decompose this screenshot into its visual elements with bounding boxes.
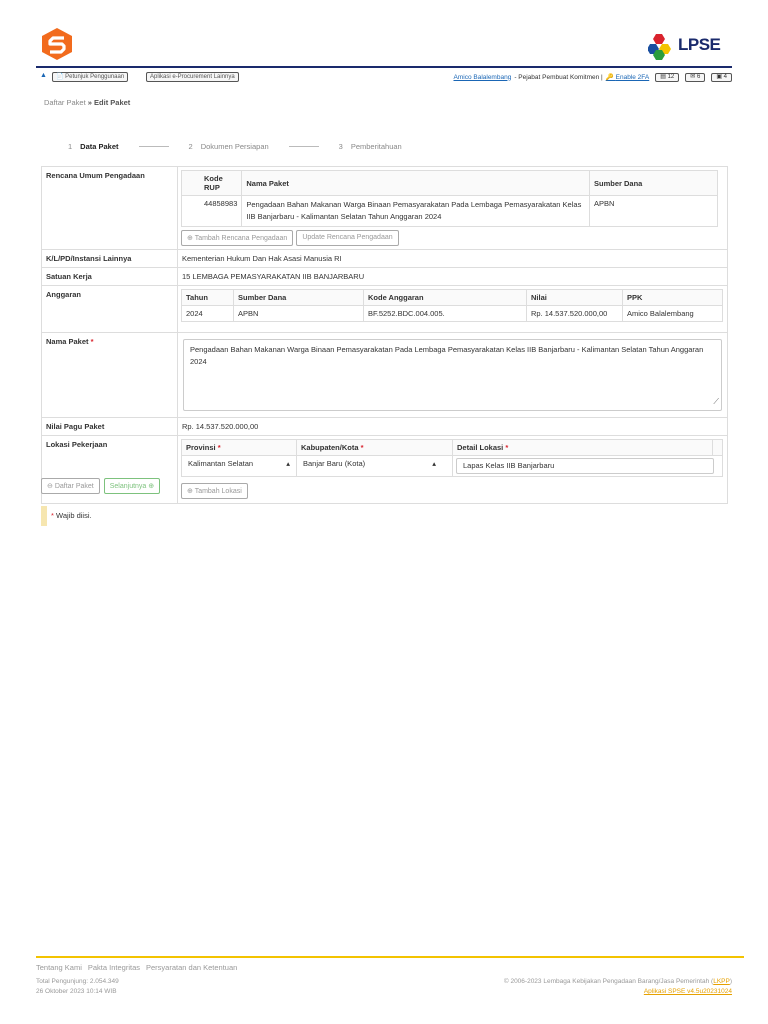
next-label: Selanjutnya [109,483,147,490]
step-label: Dokumen Persiapan [200,142,269,151]
lokasi-label: Lokasi Pekerjaan [42,436,178,503]
enable-2fa-link[interactable]: 🔑 Enable 2FA [605,74,650,81]
lokasi-header-detail-text: Detail Lokasi [457,443,504,452]
kabupaten-select[interactable] [297,456,453,477]
klpd-label: K/L/PD/Instansi Lainnya [42,250,178,267]
row-klpd [42,250,727,268]
footer-date: 26 Oktober 2023 10:14 WIB [36,988,117,995]
step-connector [139,146,169,147]
select-arrow-icon: ▴ [286,459,290,468]
guide-button[interactable]: 📄 Petunjuk Penggunaan [52,72,128,82]
mail-badge[interactable]: ✉ 6 [685,73,705,82]
lokasi-header-detail [453,440,713,456]
next-button[interactable]: Selanjutnya ⊕ [104,478,160,494]
rup-table [181,170,718,227]
anggaran-ppk: Amico Balalembang [623,306,723,322]
required-star: * [90,337,94,346]
table-row [182,196,718,227]
anggaran-kode: BF.5252.BDC.004.005. [364,306,527,322]
update-rup-button[interactable] [296,230,398,246]
anggaran-sumber: APBN [234,306,364,322]
header-divider [36,66,732,68]
pagu-label: Nilai Pagu Paket [42,418,178,435]
step-label: Pemberitahuan [350,142,402,151]
anggaran-label: Anggaran [42,286,178,332]
footer-copyright: © 2006-2023 Lembaga Kebijakan Pengadaan Barang/Jasa Pemerintah (LKPP) Aplikasi SPSE v4.5u20231024 [503,978,732,995]
rup-header-sumber: Sumber Dana [590,171,718,196]
lkpp-link[interactable]: LKPP [713,978,730,985]
footer-link-terms[interactable]: Persyaratan dan Ketentuan [146,963,238,972]
step-dokumen-persiapan[interactable] [189,142,269,151]
nama-paket-label [42,333,178,417]
spse-logo-icon[interactable] [40,27,74,61]
notification-count: 4 [723,73,727,80]
notification-badge[interactable]: ▣ 4 [711,73,732,82]
lokasi-header-spacer [713,440,723,456]
satker-label: Satuan Kerja [42,268,178,285]
lokasi-header-kabupaten-text: Kabupaten/Kota [301,443,359,452]
add-location-button[interactable]: ⊕ Tambah Lokasi [181,483,248,499]
step-number: 3 [338,142,343,151]
nama-paket-text: Pengadaan Bahan Makanan Warga Binaan Pemasyarakatan Pada Lembaga Pemasyarakatan Kelas IIB Banjarbaru - Kalimantan Selatan Tahun Anggaran 2024 [190,345,704,366]
anggaran-nilai: Rp. 14.537.520.000,00 [527,306,623,322]
footer-link-integrity[interactable]: Pakta Integritas [87,963,140,972]
update-rup-label: Update Rencana Pengadaan [302,234,393,241]
other-apps-button[interactable] [146,72,239,82]
enable-2fa-label: Enable 2FA [615,74,650,81]
wizard-steps [68,142,402,151]
nama-paket-textarea[interactable] [183,339,722,411]
breadcrumb-separator: » [87,98,92,107]
add-location-label: Tambah Lokasi [194,488,242,495]
provinsi-select[interactable] [182,456,297,477]
lokasi-header-provinsi [182,440,297,456]
rup-label: Rencana Umum Pengadaan [42,167,178,249]
required-note-text: Wajib diisi. [56,511,92,520]
anggaran-tahun: 2024 [182,306,234,322]
user-role: - Pejabat Pembuat Komitmen | [514,73,603,81]
klpd-value: Kementerian Hukum Dan Hak Asasi Manusia RI [182,254,342,263]
version-link[interactable]: Aplikasi SPSE v4.5u20231024 [643,988,732,995]
footer-stats [36,977,119,997]
provinsi-value: Kalimantan Selatan [188,459,254,468]
footer-divider [36,956,744,958]
anggaran-table [181,289,723,322]
row-pagu [42,418,727,436]
anggaran-header-nilai: Nilai [527,290,623,306]
lokasi-header-provinsi-text: Provinsi [186,443,216,452]
step-data-paket[interactable] [68,142,119,151]
required-note [51,511,92,520]
rup-nama: Pengadaan Bahan Makanan Warga Binaan Pemasyarakatan Pada Lembaga Pemasyarakatan Kelas IIB Banjarbaru - Kalimantan Selatan Tahun Anggaran 2024 [242,196,590,227]
step-number: 2 [188,142,193,151]
package-form [41,166,728,504]
visitor-count: Total Pengunjung: 2.054.349 [36,978,119,985]
breadcrumb-parent[interactable]: Daftar Paket [44,98,86,107]
resize-handle-icon[interactable]: ⟋ [713,397,719,406]
required-star: * [217,443,221,452]
detail-lokasi-input[interactable]: Lapas Kelas IIB Banjarbaru [456,458,714,474]
rup-sumber: APBN [590,196,718,227]
guide-button-label: Petunjuk Penggunaan [65,74,125,80]
other-apps-label: Aplikasi e-Procurement Lainnya [150,74,235,80]
row-satker [42,268,727,286]
nama-paket-label-text: Nama Paket [46,337,89,346]
footer-link-about[interactable]: Tentang Kami [36,963,82,972]
anggaran-header-ppk: PPK [623,290,723,306]
rup-header-nama: Nama Paket [242,171,590,196]
top-bar [36,71,732,83]
required-star: * [51,511,54,520]
anggaran-header-tahun: Tahun [182,290,234,306]
header [0,0,768,68]
form-actions [41,478,160,494]
breadcrumb [44,98,130,107]
row-rup [42,167,727,250]
table-row [182,456,723,477]
footer-links [36,963,237,972]
user-link[interactable]: Amico Balalembang [453,73,512,81]
table-row [182,306,723,322]
inbox-count: 12 [667,73,675,80]
select-arrow-icon: ▴ [432,459,436,468]
required-star: * [360,443,364,452]
add-rup-label: Tambah Rencana Pengadaan [194,235,288,242]
lpse-wordmark: LPSE [678,35,721,54]
rup-kode: 44858983 [182,196,242,227]
rup-header-kode: Kode RUP [182,171,242,196]
pagu-value: Rp. 14.537.520.000,00 [182,422,259,431]
step-number: 1 [68,142,73,151]
mail-count: 6 [696,73,701,80]
satker-value: 15 LEMBAGA PEMASYARAKATAN IIB BANJARBARU [182,272,365,281]
step-connector [289,146,319,147]
required-note-bar [41,506,47,526]
lokasi-table [181,439,723,477]
required-star: * [505,443,509,452]
add-rup-button[interactable]: ⊕ Tambah Rencana Pengadaan [181,230,293,246]
anggaran-header-sumber: Sumber Dana [234,290,364,306]
user-area [454,72,733,82]
step-pemberitahuan[interactable] [339,142,402,151]
inbox-badge[interactable]: ▤ 12 [655,73,679,82]
collapse-caret-icon[interactable]: ▲ [40,72,47,79]
back-to-list-button[interactable]: ⊖ Daftar Paket [41,478,100,494]
breadcrumb-current: Edit Paket [94,98,131,107]
back-to-list-label: Daftar Paket [54,483,94,490]
anggaran-header-kode: Kode Anggaran [364,290,527,306]
kabupaten-value: Banjar Baru (Kota) [303,459,366,468]
step-label: Data Paket [80,142,119,151]
copyright-text: © 2006-2023 Lembaga Kebijakan Pengadaan Barang/Jasa Pemerintah [503,978,710,985]
row-nama-paket [42,333,727,418]
row-anggaran [42,286,727,333]
lokasi-header-kabupaten [297,440,453,456]
